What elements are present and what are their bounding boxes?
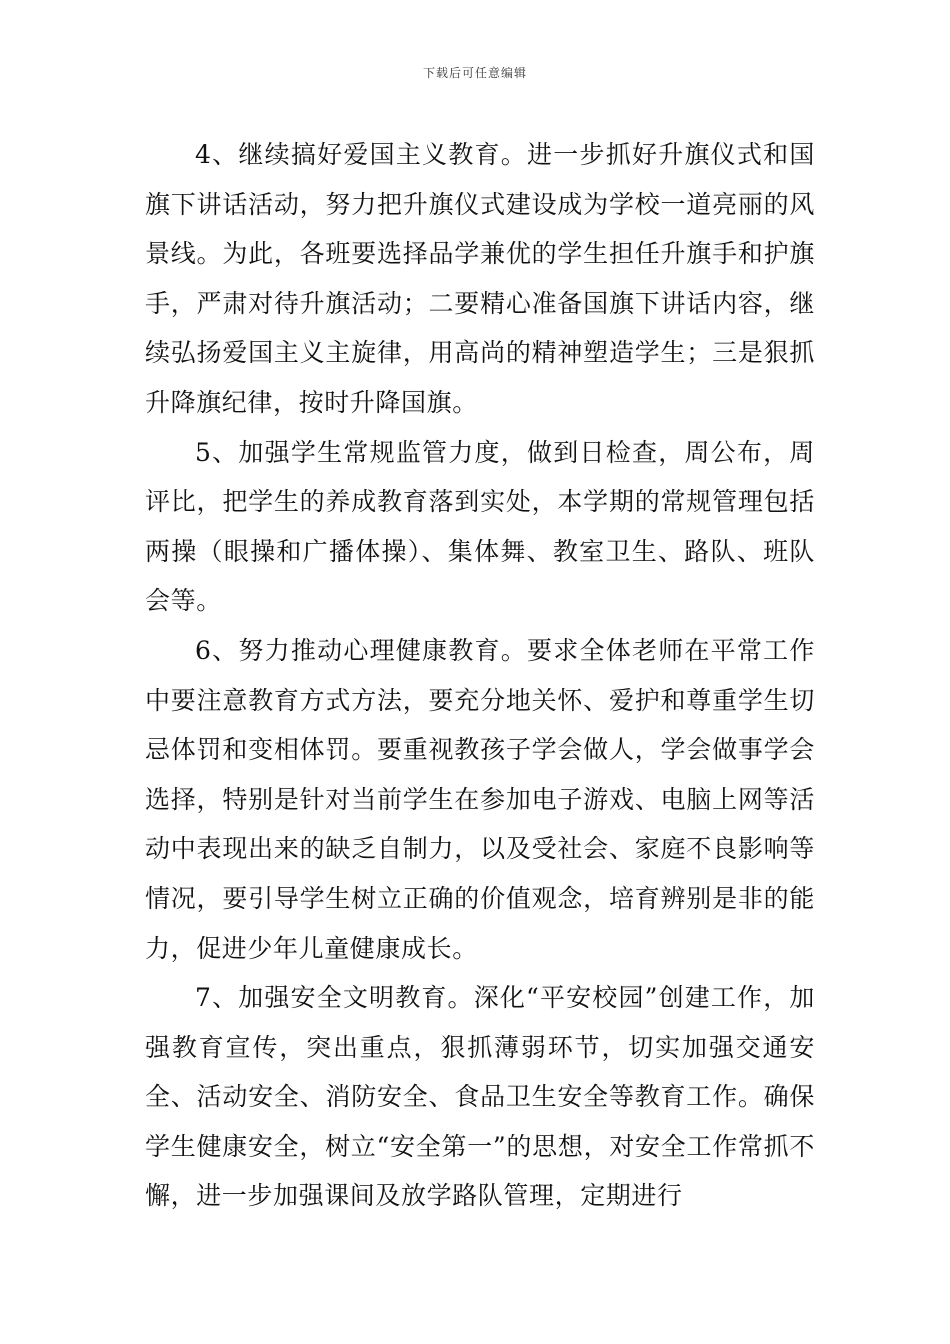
paragraph-6: 6、努力推动心理健康教育。要求全体老师在平常工作中要注意教育方式方法，要充分地关怀、爱护和尊重学生切忌体罚和变相体罚。要重视教孩子学会做人，学会做事学会选择，特别是针对当前学生在参加电子游戏、电脑上网等活动中表现出来的缺乏自制力，以及受社会、家庭不良影响等情况，要引导学生树立正确的价值观念，培育辨别是非的能力，促进少年儿童健康成长。 xyxy=(145,635,815,963)
paragraph-4: 4、继续搞好爱国主义教育。进一步抓好升旗仪式和国旗下讲话活动，努力把升旗仪式建设成为学校一道亮丽的风景线。为此，各班要选择品学兼优的学生担任升旗手和护旗手，严肃对待升旗活动；二要精心准备国旗下讲话内容，继续弘扬爱国主义主旋律，用高尚的精神塑造学生；三是狠抓升降旗纪律，按时升降国旗。 xyxy=(145,140,815,417)
header-note: 下载后可任意编辑 xyxy=(422,66,527,80)
paragraph-5: 5、加强学生常规监管力度，做到日检查，周公布，周评比，把学生的养成教育落到实处，本学期的常规管理包括两操（眼操和广播体操）、集体舞、教室卫生、路队、班队会等。 xyxy=(145,437,815,616)
paragraph-7: 7、加强安全文明教育。深化“平安校园”创建工作，加强教育宣传，突出重点，狠抓薄弱环节，切实加强交通安全、活动安全、消防安全、食品卫生安全等教育工作。确保学生健康安全，树立“安全第一”的思想，对安全工作常抓不懈，进一步加强课间及放学路队管理，定期进行 xyxy=(145,983,815,1211)
document-body xyxy=(145,130,815,1221)
